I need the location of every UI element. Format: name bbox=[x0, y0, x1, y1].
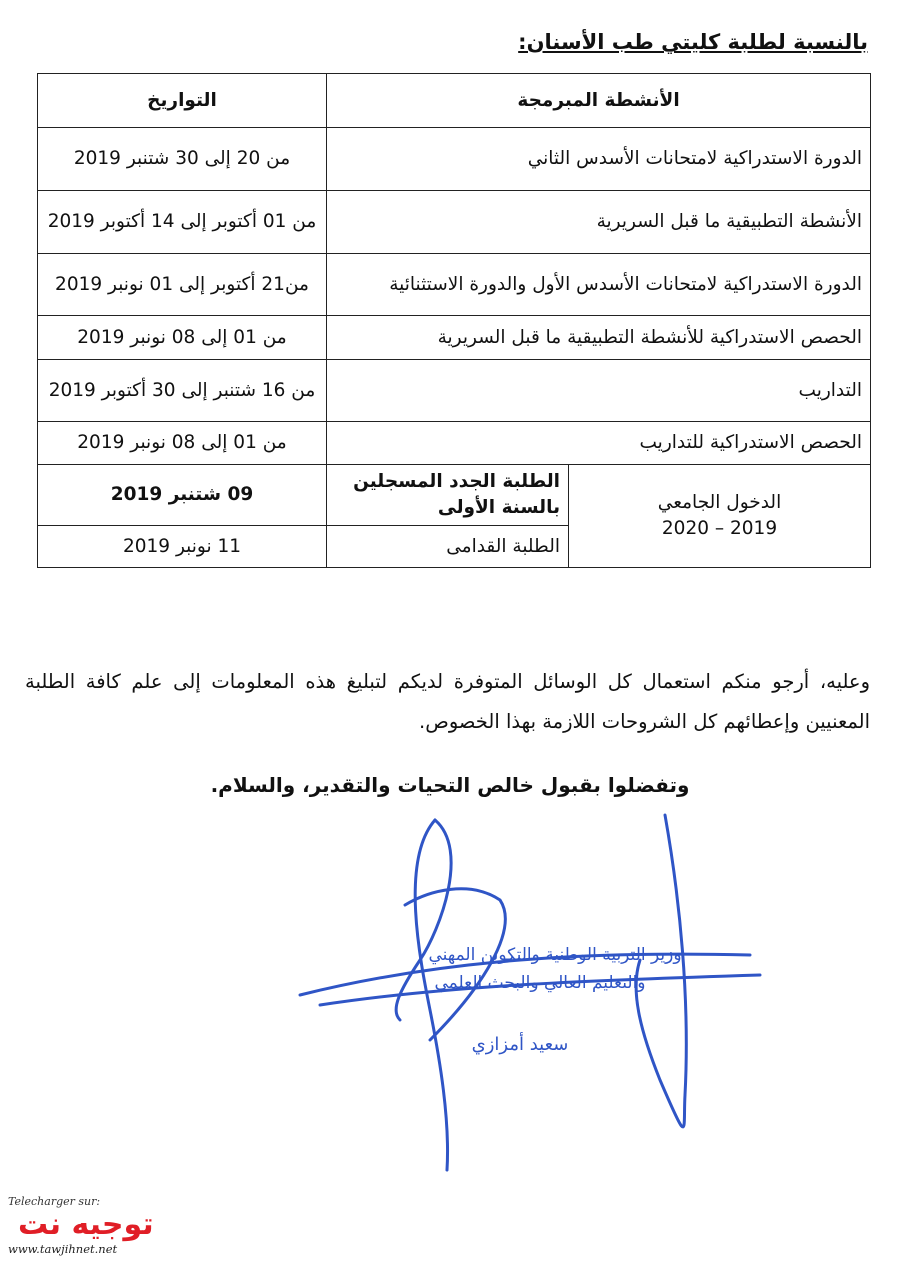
activity-cell: الدورة الاستدراكية لامتحانات الأسدس الأول والدورة الاستثنائية bbox=[327, 254, 871, 316]
watermark-url: www.tawjihnet.net bbox=[8, 1242, 118, 1256]
date-cell: من21 أكتوبر إلى 01 نونبر 2019 bbox=[38, 254, 327, 316]
new-students-date: 09 شتنبر 2019 bbox=[38, 465, 327, 526]
table-row bbox=[38, 465, 871, 526]
new-students-cell: الطلبة الجدد المسجلين بالسنة الأولى bbox=[327, 465, 569, 526]
old-students-cell: الطلبة القدامى bbox=[327, 526, 569, 568]
watermark bbox=[8, 1195, 168, 1256]
table-header-row bbox=[38, 74, 871, 128]
date-cell: من 16 شتنبر إلى 30 أكتوبر 2019 bbox=[38, 360, 327, 422]
entry-cell bbox=[569, 465, 871, 568]
entry-label: الدخول الجامعي bbox=[657, 492, 782, 513]
old-students-date: 11 نونبر 2019 bbox=[38, 526, 327, 568]
table-row bbox=[38, 191, 871, 254]
closing-line: وتفضلوا بقبول خالص التحيات والتقدير، والسلام. bbox=[210, 773, 690, 797]
body-paragraph: وعليه، أرجو منكم استعمال كل الوسائل المتوفرة لديكم لتبليغ هذه المعلومات إلى علم كافة الطلبة المعنيين وإعطائهم كل الشروحات اللازمة بهذا الخصوص. bbox=[25, 670, 870, 733]
schedule-table bbox=[37, 73, 871, 568]
date-cell: من 20 إلى 30 شتنبر 2019 bbox=[38, 128, 327, 191]
table-row bbox=[38, 254, 871, 316]
activity-cell: التداريب bbox=[327, 360, 871, 422]
table-row bbox=[38, 360, 871, 422]
table-row bbox=[38, 128, 871, 191]
watermark-logo: توجيه نت bbox=[18, 1207, 154, 1242]
header-activities: الأنشطة المبرمجة bbox=[327, 74, 871, 128]
date-cell: من 01 أكتوبر إلى 14 أكتوبر 2019 bbox=[38, 191, 327, 254]
header-dates: التواريخ bbox=[38, 74, 327, 128]
section-heading: بالنسبة لطلبة كليتي طب الأسنان: bbox=[518, 30, 868, 54]
signature-title-1: وزير التربية الوطنية والتكوين المهني bbox=[428, 945, 682, 965]
table-row bbox=[38, 422, 871, 465]
signature-name: سعيد أمزازي bbox=[471, 1034, 569, 1055]
entry-year: 2019 – 2020 bbox=[661, 518, 778, 539]
activity-cell: الحصص الاستدراكية للتداريب bbox=[327, 422, 871, 465]
signature-scribble-icon bbox=[300, 815, 760, 1170]
signature-title-2: والتعليم العالي والبحث العلمي bbox=[434, 973, 646, 993]
activity-cell: الحصص الاستدراكية للأنشطة التطبيقية ما قبل السريرية bbox=[327, 316, 871, 360]
date-cell: من 01 إلى 08 نونبر 2019 bbox=[38, 316, 327, 360]
table-row bbox=[38, 316, 871, 360]
date-cell: من 01 إلى 08 نونبر 2019 bbox=[38, 422, 327, 465]
activity-cell: الدورة الاستدراكية لامتحانات الأسدس الثاني bbox=[327, 128, 871, 191]
activity-cell: الأنشطة التطبيقية ما قبل السريرية bbox=[327, 191, 871, 254]
watermark-top: Telecharger sur: bbox=[8, 1195, 101, 1208]
